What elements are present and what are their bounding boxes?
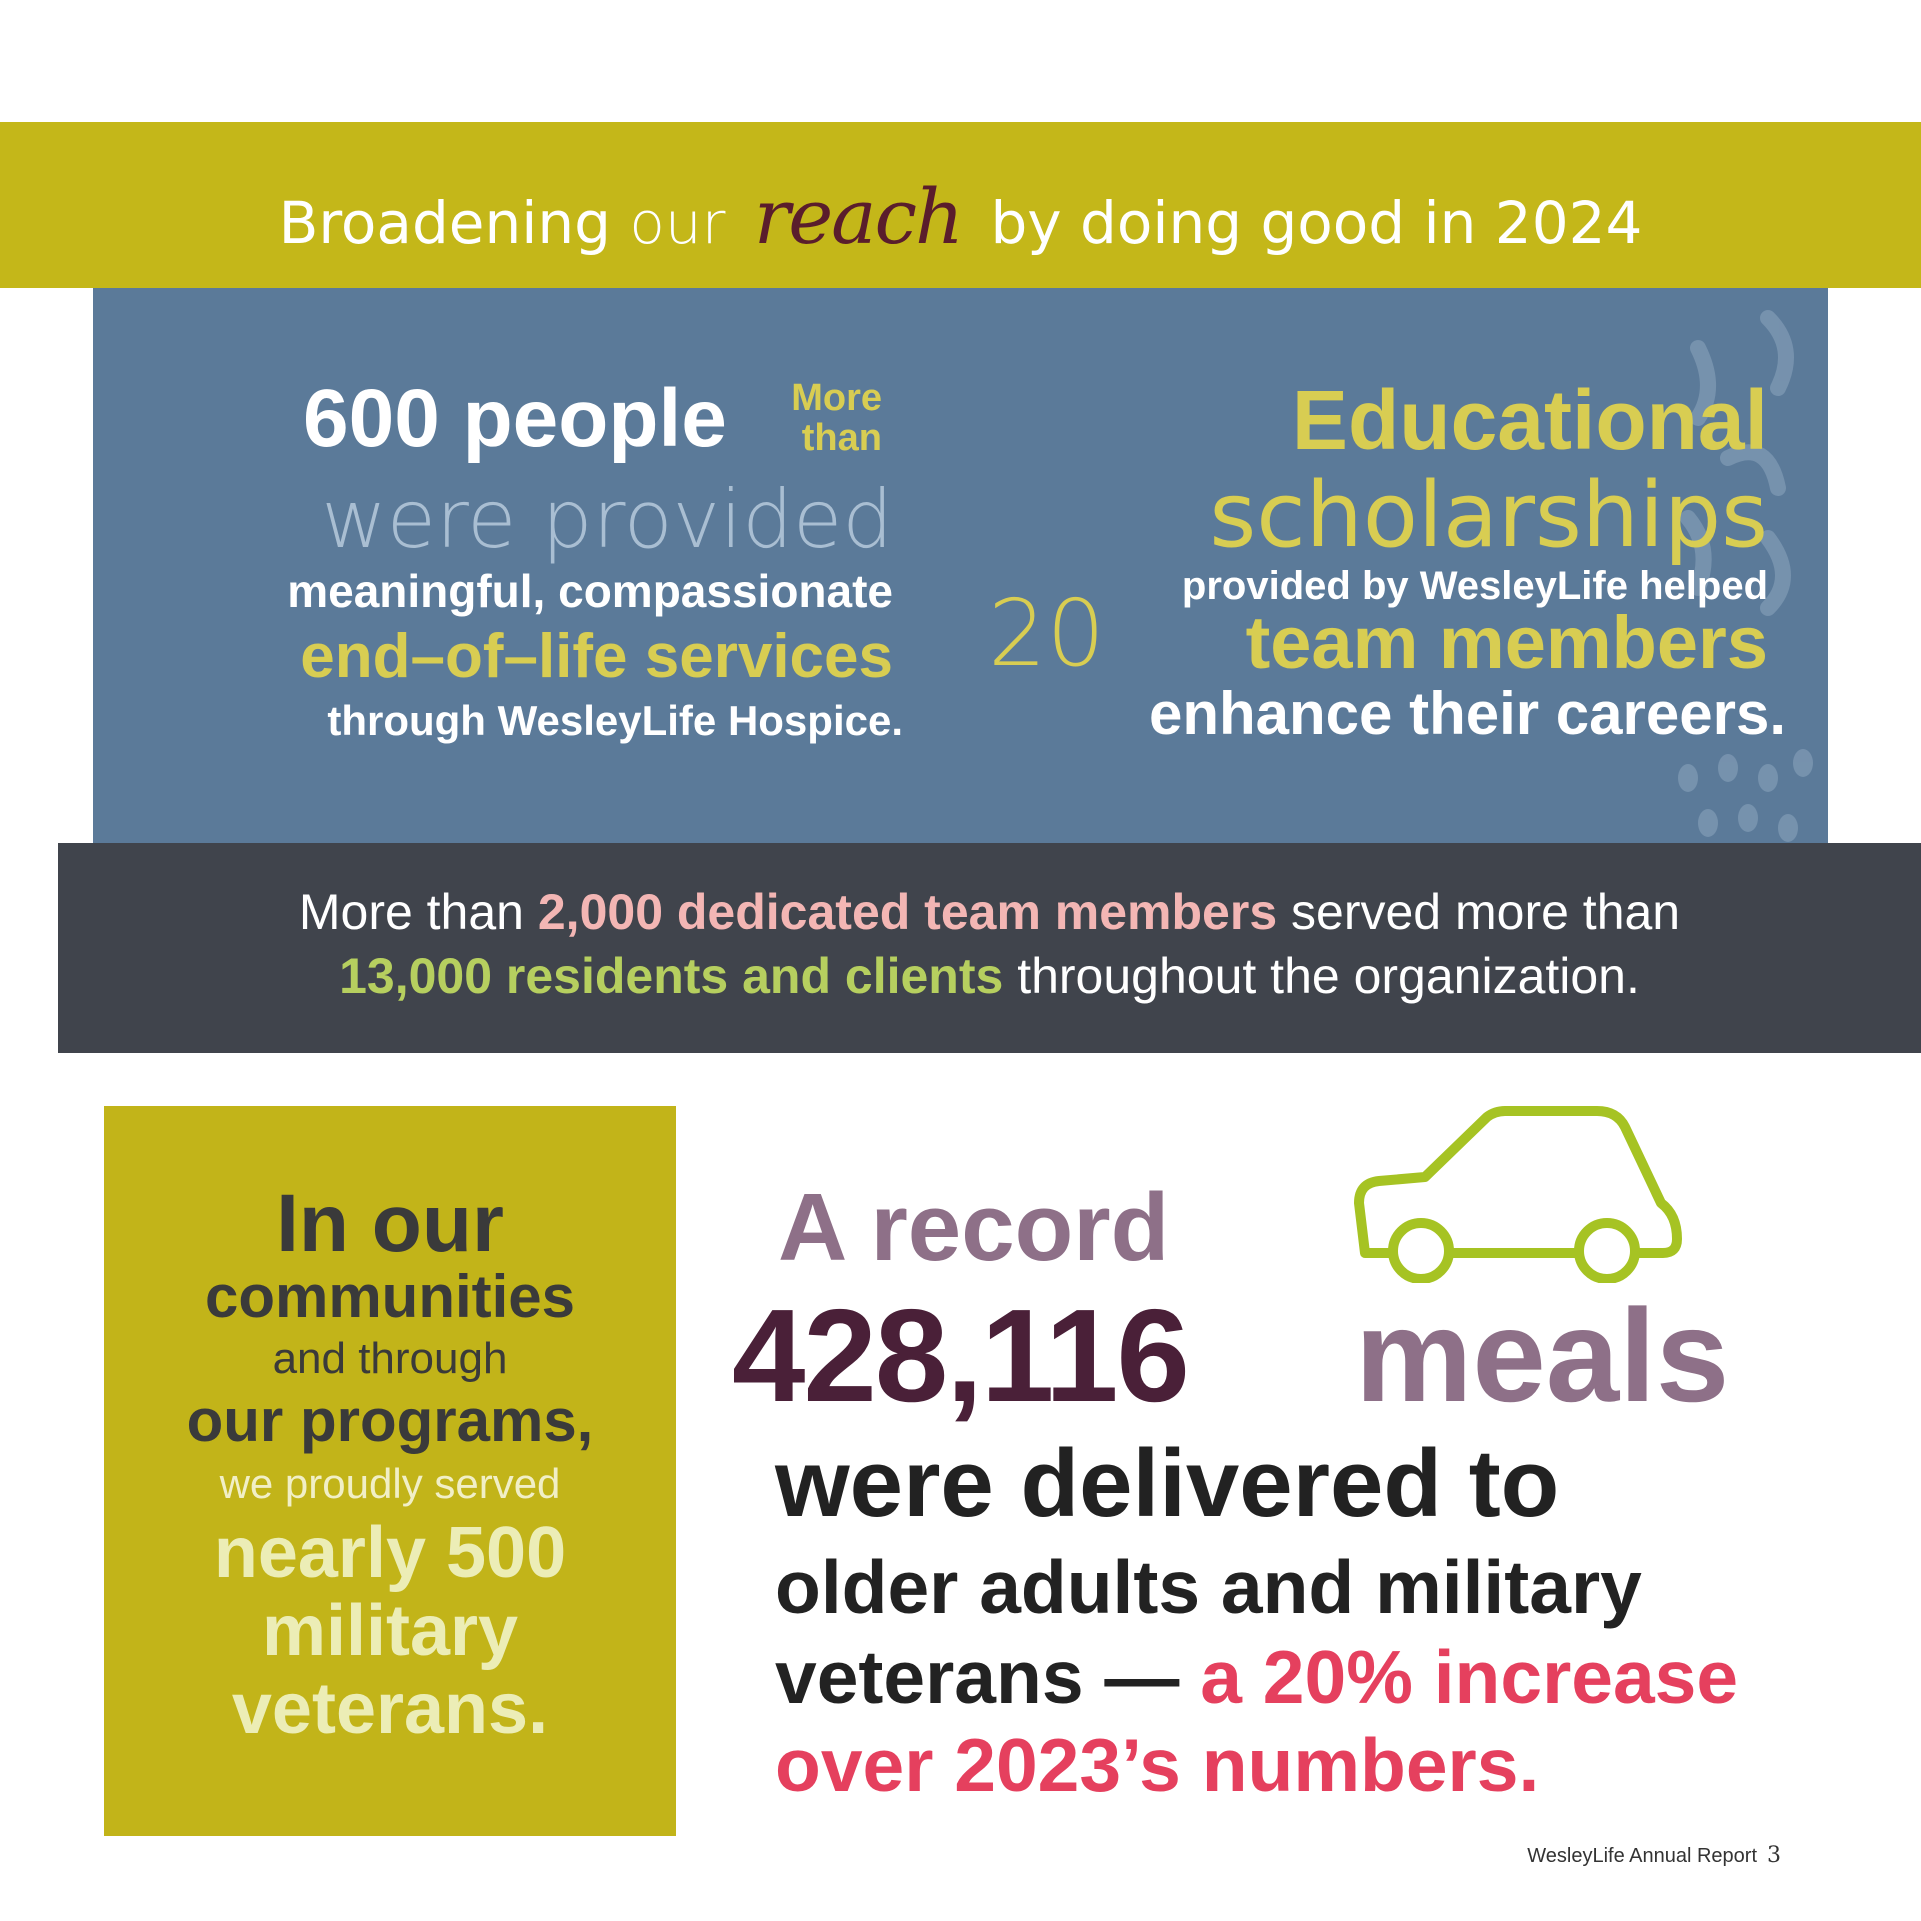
communities-text: communities (204, 1263, 576, 1330)
people-count: 600 people (303, 373, 727, 464)
programs-text: our programs, (186, 1387, 594, 1454)
increase-text: a 20% increase (1200, 1635, 1739, 1719)
older-adults-text: older adults and military (775, 1545, 1642, 1629)
in-our-text: In our (276, 1178, 504, 1269)
end-of-life-text: end–of–life services (300, 622, 893, 691)
nearly-500-text: nearly 500 (213, 1513, 567, 1593)
scholarships-text: scholarships (1209, 463, 1768, 568)
team-members-text: team members (1245, 601, 1768, 684)
stats-panel (93, 288, 1828, 844)
page-number: 3 (1767, 1843, 1781, 1868)
military-stat (104, 1178, 676, 1749)
team-text-2: served more than (1277, 884, 1681, 940)
title-part-1: Broadening (278, 189, 611, 257)
than-word: than (801, 417, 882, 459)
team-text-1: More than (298, 884, 538, 940)
provided-by-text: provided by WesleyLife helped (1181, 564, 1768, 608)
careers-text: enhance their careers. (1148, 680, 1786, 747)
title-part-3: by doing good in 2024 (990, 189, 1643, 257)
and-through-text: and through (272, 1334, 508, 1383)
meaningful-text: meaningful, compassionate (287, 565, 893, 617)
team-highlight: 2,000 dedicated team members (537, 884, 1278, 940)
title-part-2: our (629, 189, 726, 257)
educational-text: Educational (1291, 373, 1768, 467)
page-footer (1527, 1843, 1781, 1868)
a-record-text: A record (778, 1174, 1170, 1281)
team-stat-line-2 (58, 944, 1921, 1008)
team-stat (58, 880, 1921, 1008)
title-script-word: reach (753, 172, 963, 261)
residents-highlight: 13,000 residents and clients (339, 948, 1004, 1004)
hospice-text: through WesleyLife Hospice. (327, 697, 903, 744)
delivered-text: were delivered to (775, 1430, 1560, 1537)
proudly-served-text: we proudly served (219, 1460, 561, 1507)
meals-word: meals (1355, 1282, 1730, 1429)
veterans-text: veterans. (231, 1669, 549, 1749)
meals-number: 428,116 (732, 1282, 1188, 1429)
veterans-dash-text: veterans — (775, 1635, 1201, 1719)
car-icon (1345, 1103, 1685, 1288)
more-word: More (791, 377, 882, 419)
veterans-increase-line (775, 1635, 1739, 1719)
were-provided-text: were provided (321, 473, 893, 566)
page-title (0, 172, 1921, 261)
numbers-text: over 2023’s numbers. (775, 1723, 1540, 1807)
footer-label: WesleyLife Annual Report (1527, 1845, 1757, 1867)
military-text: military (261, 1591, 519, 1671)
scholarship-number: 20 (988, 580, 1106, 687)
team-text-3: throughout the organization. (1003, 948, 1640, 1004)
team-stat-line-1 (58, 880, 1921, 944)
